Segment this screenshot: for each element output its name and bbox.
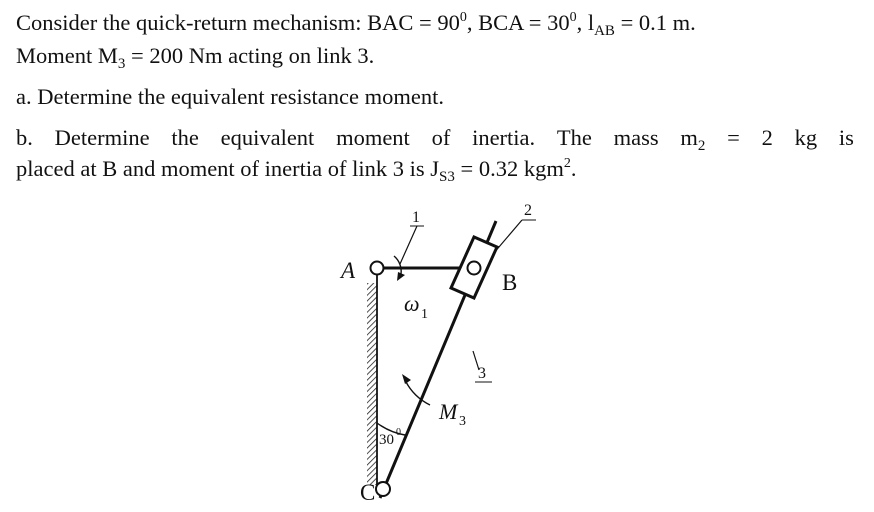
omega-arrow-head (397, 272, 405, 281)
mass-symbol: m (680, 125, 698, 150)
joint-B (468, 262, 481, 275)
omega-arrow-arc (394, 256, 401, 274)
b-word: kg (794, 125, 818, 150)
b-word: 2 (761, 125, 773, 150)
label-link-3: 3 (478, 365, 486, 382)
leader-link-2 (493, 220, 522, 254)
label-moment-sub: 3 (459, 414, 466, 429)
b-word: the (171, 125, 199, 150)
line5-post: . (570, 156, 577, 181)
label-C: C (360, 480, 376, 505)
label-link-1: 1 (412, 209, 420, 226)
line1-sub: AB (594, 23, 615, 39)
line1-post: = 0.1 m. (614, 10, 696, 35)
line1-pre: Consider the quick-return mechanism: BAC = 90 (16, 10, 460, 35)
label-omega: ω (404, 291, 420, 316)
b-word: inertia. (472, 125, 536, 150)
line1-sup2: 0 (569, 10, 577, 25)
line2-pre: Moment M (16, 43, 118, 68)
part-a-text: a. Determine the equivalent resistance moment. (16, 84, 444, 109)
line1-sup1: 0 (459, 10, 467, 25)
label-angle-sup: 0 (396, 427, 401, 438)
line5-sub: S3 (439, 169, 455, 185)
label-link-2: 2 (524, 202, 532, 219)
b-word: of (431, 125, 451, 150)
label-angle: 30 (379, 432, 394, 448)
leader-link-1 (400, 226, 417, 264)
b-word: The (556, 125, 592, 150)
line5-pre: placed at B and moment of inertia of link 3 is J (16, 156, 440, 181)
b-word: Determine (54, 125, 150, 150)
joint-C (376, 482, 390, 496)
b-word: b. (16, 125, 33, 150)
label-B: B (502, 270, 518, 295)
b-word: equivalent (220, 125, 315, 150)
b-word: mass (613, 125, 659, 150)
line2-sub: 3 (117, 56, 126, 72)
label-A: A (341, 258, 356, 283)
line1-mid2: , l (576, 10, 595, 35)
label-moment: M (439, 399, 458, 424)
line5-sup: 2 (563, 156, 571, 171)
b-word: is (838, 125, 854, 150)
moment-arrow-head (402, 374, 411, 384)
b-word: moment (336, 125, 410, 150)
b-word: = (727, 125, 740, 150)
joint-A (371, 262, 384, 275)
line5-mid: = 0.32 kgm (454, 156, 564, 181)
line2-post: = 200 Nm acting on link 3. (125, 43, 375, 68)
line1-mid: , BCA = 30 (466, 10, 570, 35)
ground-hatching (367, 283, 377, 485)
label-omega-sub: 1 (421, 307, 428, 322)
mass-sub: 2 (697, 138, 706, 154)
